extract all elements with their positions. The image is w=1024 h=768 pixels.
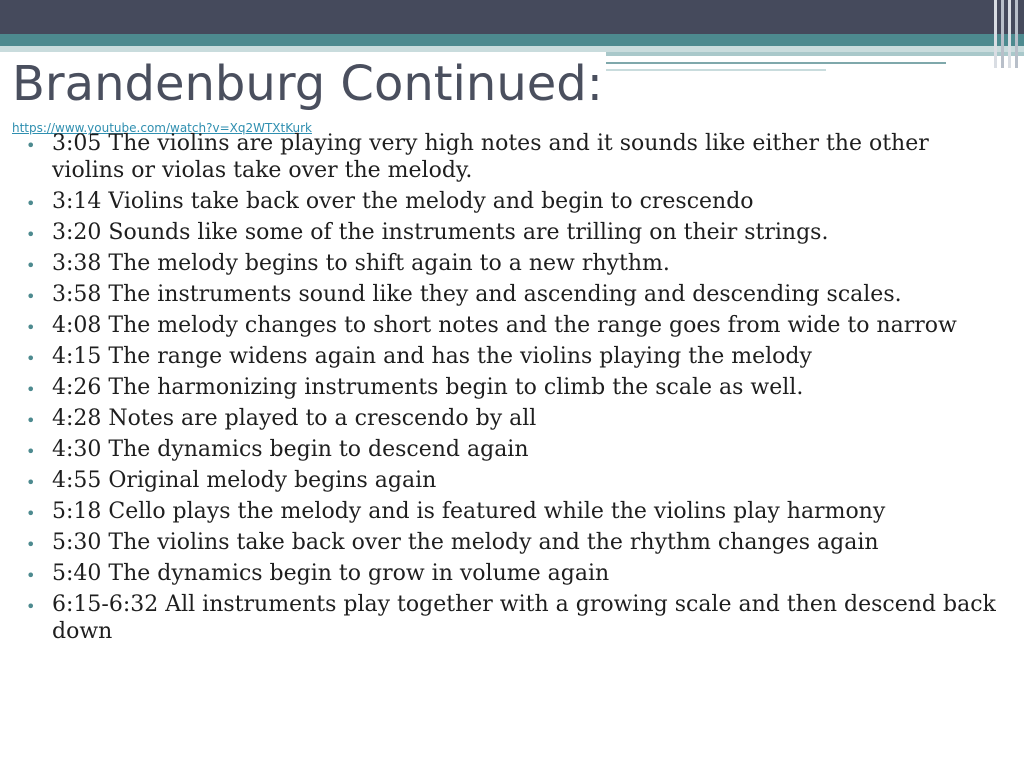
list-item-text: 4:08 The melody changes to short notes and the range goes from wide to narrow <box>52 313 957 338</box>
list-item-text: 4:15 The range widens again and has the violins playing the melody <box>52 344 812 369</box>
list-item <box>26 405 1001 432</box>
youtube-link[interactable]: https://www.youtube.com/watch?v=Xq2WTXtKurk <box>12 121 312 135</box>
list-item-text: 5:18 Cello plays the melody and is featured while the violins play harmony <box>52 499 886 524</box>
bullet-icon: • <box>26 287 36 306</box>
list-item-text: 4:55 Original melody begins again <box>52 468 437 493</box>
slide-title: Brandenburg Continued: <box>12 56 603 112</box>
list-item <box>26 560 1001 587</box>
bullet-icon: • <box>26 318 36 337</box>
header-stripe <box>1008 0 1011 68</box>
bullet-icon: • <box>26 349 36 368</box>
list-item-text: 6:15-6:32 All instruments play together with a growing scale and then descend back down <box>52 592 996 644</box>
list-item <box>26 188 1001 215</box>
list-item-text: 3:05 The violins are playing very high notes and it sounds like either the other violins or violas take over the melody. <box>52 131 929 183</box>
bullet-icon: • <box>26 225 36 244</box>
header-band-dark <box>0 0 1024 34</box>
bullet-icon: • <box>26 256 36 275</box>
bullet-icon: • <box>26 504 36 523</box>
list-item <box>26 436 1001 463</box>
list-item-text: 4:26 The harmonizing instruments begin to climb the scale as well. <box>52 375 804 400</box>
list-item-text: 4:28 Notes are played to a crescendo by all <box>52 406 537 431</box>
bullet-icon: • <box>26 473 36 492</box>
bullet-icon: • <box>26 442 36 461</box>
header-stripe <box>1015 0 1018 68</box>
list-item <box>26 591 1001 645</box>
bullet-icon: • <box>26 194 36 213</box>
list-item <box>26 312 1001 339</box>
bullet-icon: • <box>26 136 36 155</box>
list-item-text: 3:20 Sounds like some of the instruments are trilling on their strings. <box>52 220 829 245</box>
header-stripe <box>1001 0 1004 68</box>
list-item <box>26 498 1001 525</box>
list-item-text: 3:14 Violins take back over the melody and begin to crescendo <box>52 189 754 214</box>
bullet-icon: • <box>26 380 36 399</box>
list-item <box>26 529 1001 556</box>
header-stripes <box>990 0 1024 68</box>
list-item <box>26 219 1001 246</box>
list-item-text: 3:38 The melody begins to shift again to a new rhythm. <box>52 251 670 276</box>
list-item <box>26 467 1001 494</box>
list-item <box>26 250 1001 277</box>
bullet-icon: • <box>26 597 36 616</box>
list-item-text: 5:40 The dynamics begin to grow in volume again <box>52 561 610 586</box>
header-stripe <box>994 0 997 68</box>
header-accent-line-secondary <box>606 69 826 71</box>
list-item-text: 3:58 The instruments sound like they and ascending and descending scales. <box>52 282 902 307</box>
header-band-accent <box>606 52 1024 56</box>
list-item-text: 4:30 The dynamics begin to descend again <box>52 437 529 462</box>
list-item <box>26 343 1001 370</box>
bullet-icon: • <box>26 411 36 430</box>
bullet-icon: • <box>26 535 36 554</box>
header-band-teal <box>0 34 1024 46</box>
list-item <box>26 130 1001 184</box>
list-item-text: 5:30 The violins take back over the melody and the rhythm changes again <box>52 530 879 555</box>
bullet-list <box>26 130 1001 649</box>
header-accent-line <box>606 62 946 64</box>
bullet-icon: • <box>26 566 36 585</box>
list-item <box>26 281 1001 308</box>
list-item <box>26 374 1001 401</box>
